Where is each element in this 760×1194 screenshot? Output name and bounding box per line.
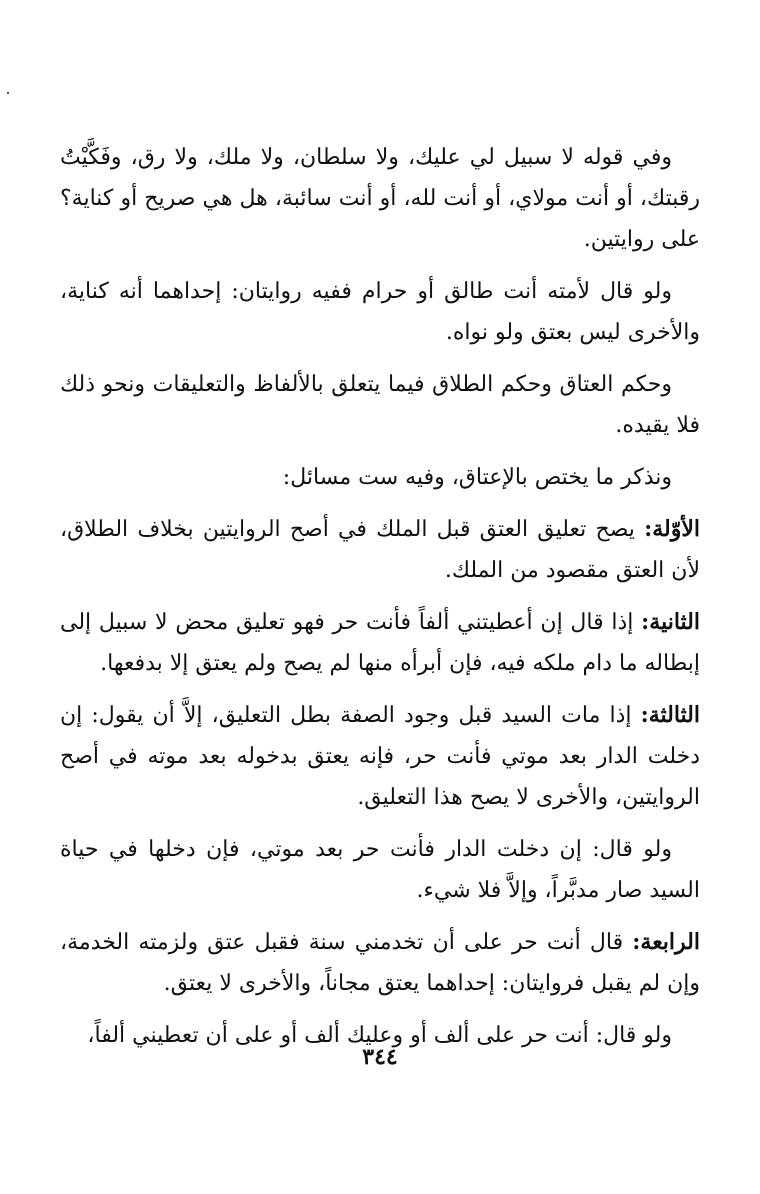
paragraph (60, 922, 700, 1004)
paragraph (60, 137, 700, 260)
paragraph (60, 509, 700, 591)
paragraph (60, 271, 700, 353)
paragraph (60, 602, 700, 684)
paragraph-text: يصح تعليق العتق قبل الملك في أصح الروايتين بخلاف الطلاق، لأن العتق مقصود من الملك. (60, 517, 700, 583)
paragraph-lead: الثالثة: (640, 702, 700, 728)
paragraph-text: ونذكر ما يختص بالإعتاق، وفيه ست مسائل: (282, 465, 672, 490)
page-number: ٣٤٤ (362, 1044, 398, 1070)
body-text (60, 137, 700, 1067)
paragraph (60, 695, 700, 818)
paragraph (60, 457, 700, 498)
paragraph-text: قال أنت حر على أن تخدمني سنة فقبل عتق ولزمته الخدمة، وإن لم يقبل فروايتان: إحداهما يعتق مجاناً، والأخرى لا يعتق. (60, 930, 700, 996)
paragraph-lead: الرابعة: (632, 929, 700, 955)
paragraph-text: ولو قال: إن دخلت الدار فأنت حر بعد موتي، فإن دخلها في حياة السيد صار مدبَّراً، وإلاَّ فلا شيء. (60, 837, 700, 903)
paragraph-text: ولو قال لأمته أنت طالق أو حرام ففيه روايتان: إحداهما أنه كناية، والأخرى ليس بعتق ولو نواه. (60, 279, 700, 345)
paragraph-text: ولو قال: أنت حر على ألف أو وعليك ألف أو على أن تعطيني ألفاً، (87, 1023, 672, 1048)
paragraph-text: وحكم العتاق وحكم الطلاق فيما يتعلق بالألفاظ والتعليقات ونحو ذلك فلا يقيده. (60, 372, 700, 438)
paragraph-lead: الأوّلة: (644, 516, 700, 542)
scan-speck (7, 92, 9, 94)
paragraph-text: وفي قوله لا سبيل لي عليك، ولا سلطان، ولا ملك، ولا رق، وفَكَّيْتُ رقبتك، أو أنت مولاي، أو أنت لله، أو أنت سائبة، هل هي صريح أو كناية؟ على روايتين. (60, 145, 700, 252)
paragraph-text: إذا مات السيد قبل وجود الصفة بطل التعليق، إلاَّ أن يقول: إن دخلت الدار بعد موتي فأنت حر، فإنه يعتق بدخوله بعد موته في أصح الروايتين، والأخرى لا يصح هذا التعليق. (60, 703, 700, 810)
paragraph (60, 364, 700, 446)
paragraph-text: إذا قال إن أعطيتني ألفاً فأنت حر فهو تعليق محض لا سبيل إلى إبطاله ما دام ملكه فيه، فإن أبرأه منها لم يصح ولم يعتق إلا بدفعها. (60, 610, 700, 676)
paragraph-lead: الثانية: (641, 609, 700, 635)
paragraph (60, 829, 700, 911)
